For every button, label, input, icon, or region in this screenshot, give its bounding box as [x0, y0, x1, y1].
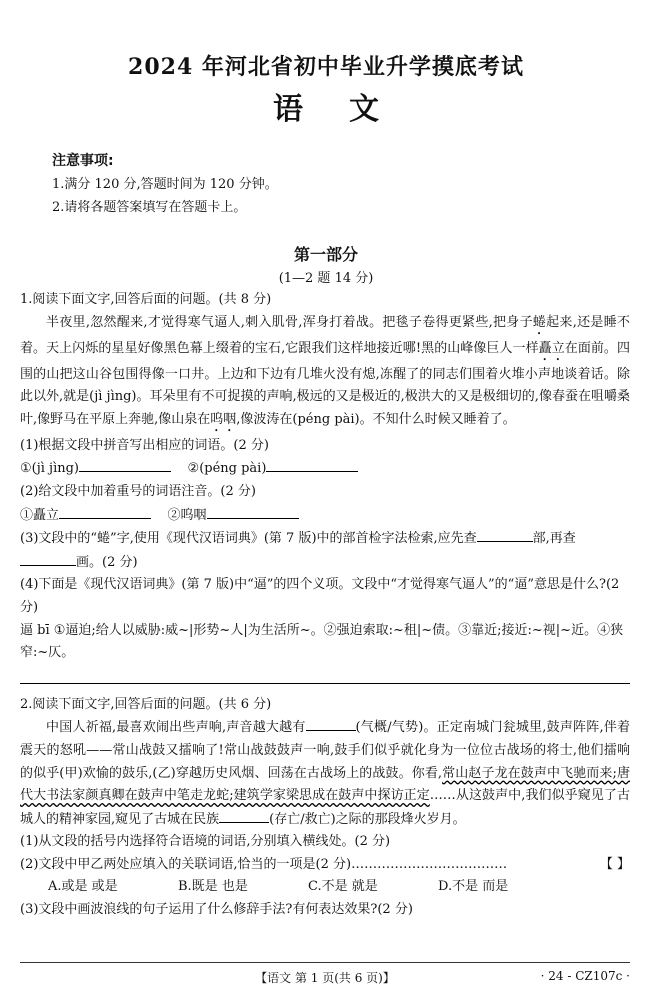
wavy-sentence: 常山赵子龙在鼓声中飞驰而来;唐代大书法家颜真卿在鼓声中笔走龙蛇;建筑学家梁思成在鼓声中探访正定 [20, 765, 630, 804]
q2-sub3: (3)文段中画波浪线的句子运用了什么修辞手法?有何表达效果?(2 分) [20, 902, 413, 918]
answer-blank[interactable] [207, 504, 299, 519]
notice-heading: 注意事项: [52, 153, 114, 169]
sob-chars: 呜咽 [210, 411, 237, 427]
paper-code: · 24 - CZ107c · [540, 969, 630, 983]
page-number: 【语文 第 1 页(共 6 页)】 [255, 971, 395, 985]
q2-sub2: (2)文段中甲乙两处应填入的关联词语,恰当的一项是(2 分)……………………………… 【 】 [20, 854, 630, 877]
answer-blank[interactable] [20, 551, 76, 566]
option-b[interactable]: B.既是 也是 [178, 879, 248, 895]
notice-item-2: 2.请将各题答案填写在答题卡上。 [52, 200, 247, 215]
q1-passage: 半夜里,忽然醒来,才觉得寒气逼人,刺入肌骨,浑身打着战。把毯子卷得更紧些,把身子蜷起来,还是睡不着。天上闪烁的星星好像黑色幕上缀着的宝石,它跟我们这样地接近哪!黑的山峰像巨人一样矗立在面前。四围的山把这山谷包围得像一口井。上边和下边有几堆火没有熄,冻醒了的同志们围着火堆小声地谈着话。除此以外,就是(jì jìng)。耳朵里有不可捉摸的声响,极远的又是极近的,极洪大的又是极细切的,像春蚕在咀嚼桑叶,像野马在平原上奔驰,像山泉在呜咽,像波涛在(péng pài)。不知什么时候又睡着了。 [20, 314, 630, 427]
answer-blank[interactable] [79, 457, 171, 472]
q1-sub4: (4)下面是《现代汉语词典》(第 7 版)中“逼”的四个义项。文段中“才觉得寒气逼人”的“逼”意思是什么?(2 分) [20, 577, 620, 615]
option-c[interactable]: C.不是 就是 [308, 879, 378, 895]
part-title: 第一部分 [293, 245, 358, 264]
option-a[interactable]: A.或是 或是 [48, 879, 118, 895]
q2-stem: 2.阅读下面文字,回答后面的问题。(共 6 分) [20, 696, 272, 712]
stand-chars: 矗立 [538, 340, 565, 356]
q1-sub1-answers: ①(jì jìng) ②(péng pài) [20, 457, 630, 481]
option-d[interactable]: D.不是 而是 [438, 879, 509, 895]
subject-title: 语文 [273, 92, 425, 127]
answer-line[interactable] [20, 667, 630, 684]
part-range: (1—2 题 14 分) [278, 271, 374, 286]
question-body [20, 289, 630, 922]
q1-sub1: (1)根据文段中拼音写出相应的词语。(2 分) [20, 437, 269, 453]
swallow-chars: 咀嚼 [590, 389, 617, 405]
answer-bracket[interactable]: 【 】 [599, 856, 630, 872]
answer-blank[interactable] [306, 716, 356, 731]
answer-blank[interactable] [266, 457, 358, 472]
q1-stem: 1.阅读下面文字,回答后面的问题。(共 8 分) [20, 292, 272, 307]
notice-item-1: 1.满分 120 分,答题时间为 120 分钟。 [52, 177, 278, 192]
q2-sub1: (1)从文段的括号内选择符合语境的词语,分别填入横线处。(2 分) [20, 834, 391, 850]
q2-passage: 中国人祈福,最喜欢闹出些声响,声音越大越有 (气概/气势)。正定南城门瓮城里,鼓声阵阵,伴着震天的怒吼——常山战鼓又擂响了!常山战鼓鼓声一响,鼓手们似乎就化身为一位位古战场的将士,他们擂响的似乎(甲)欢愉的鼓乐,(乙)穿越历史风烟、回荡在古战场上的战鼓。你看,常山赵子龙在鼓声中飞驰而来;唐代大书法家颜真卿在鼓声中笔走龙蛇;建筑学家梁思成在鼓声中探访正定……从这鼓声中,我们似乎窥见了古城人的精神家园,窥见了古城在民族 (存亡/救亡)之际的那段烽火岁月。 [20, 716, 630, 831]
answer-blank[interactable] [477, 527, 533, 542]
q1-sub3: (3)文段中的“蜷”字,使用《现代汉语词典》(第 7 版)中的部首检字法检索,应先查 部,再查画。(2 分) [20, 527, 630, 574]
q1-sub2: (2)给文段中加着重号的词语注音。(2 分) [20, 483, 256, 499]
curl-char: 蜷 [532, 314, 547, 330]
exam-title: 2024 年河北省初中毕业升学摸底考试 [128, 54, 524, 80]
answer-blank[interactable] [59, 504, 151, 519]
page-footer [20, 962, 630, 985]
notice-block [52, 150, 278, 219]
q2-options [20, 876, 630, 899]
dictionary-entry: 逼 bī ①逼迫;给人以威胁:威~|形势~人|为生活所~。②强迫索取:~租|~债。③靠近;接近:~视|~近。④狭窄:~仄。 [20, 622, 624, 661]
q1-sub2-answers: ①矗立 ②呜咽 [20, 504, 630, 528]
answer-blank[interactable] [219, 808, 269, 823]
